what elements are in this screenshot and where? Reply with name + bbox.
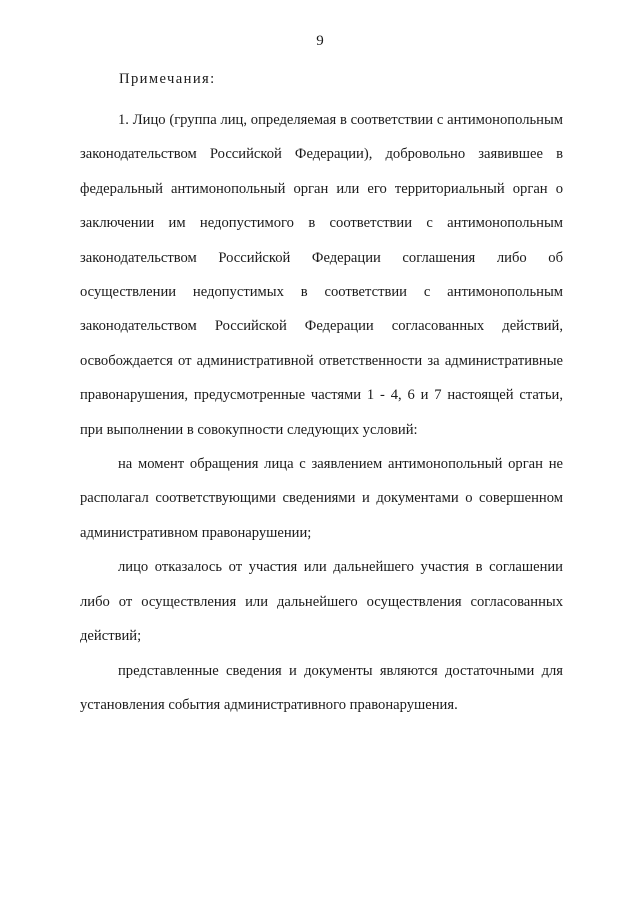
notes-heading: Примечания: [119, 71, 216, 87]
note-condition-3: представленные сведения и документы являются достаточными для установления события административного правонарушения. [80, 662, 563, 713]
page-number: 9 [316, 33, 324, 49]
note-condition-2: лицо отказалось от участия или дальнейшего участия в соглашении либо от осуществления или дальнейшего осуществления согласованных действий; [80, 559, 563, 645]
notes-body [80, 103, 563, 722]
note-paragraph-1: 1. Лицо (группа лиц, определяемая в соответствии с антимонопольным законодательством Российской Федерации), добровольно заявившее в федеральный антимонопольный орган или его территориальный орган о заключении им недопустимого в соответствии с антимонопольным законодательством Российской Федерации соглашения либо об осуществлении недопустимых в соответствии с антимонопольным законодательством Российской Федерации согласованных действий, освобождается от административной ответственности за административные правонарушения, предусмотренные частями 1 - 4, 6 и 7 настоящей статьи, при выполнении в совокупности следующих условий: [80, 112, 563, 438]
note-condition-1: на момент обращения лица с заявлением антимонопольный орган не располагал соответствующими сведениями и документами о совершенном административном правонарушении; [80, 456, 563, 541]
